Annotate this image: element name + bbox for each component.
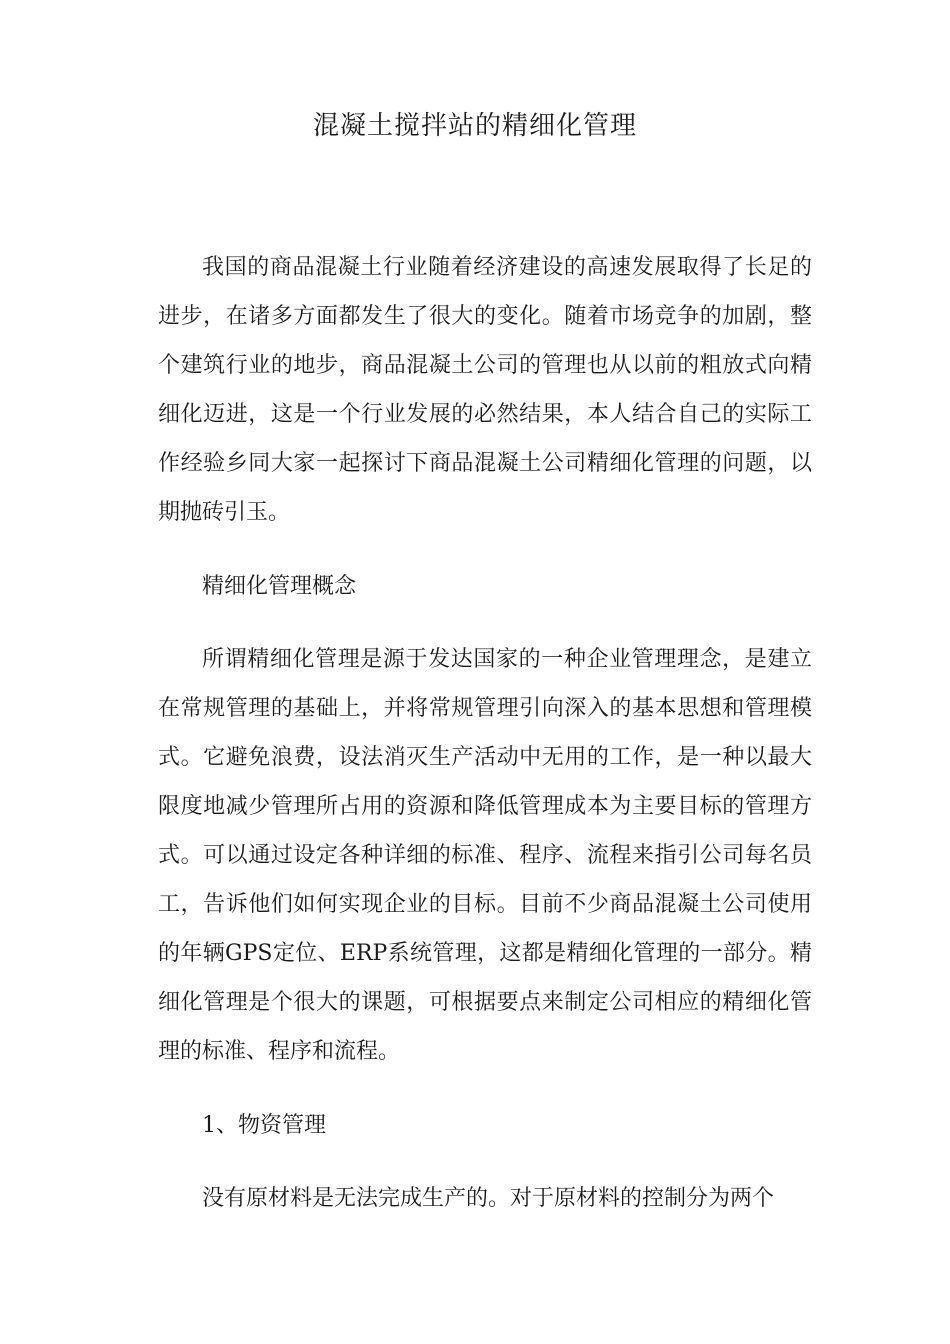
concept-paragraph: 所谓精细化管理是源于发达国家的一种企业管理理念，是建立在常规管理的基础上，并将常规管理引向深入的基本思想和管理模式。它避免浪费，设法消灭生产活动中无用的工作，是一种以最大限度地减少管理所占用的资源和降低管理成本为主要目标的管理方式。可以通过设定各种详细的标准、程序、流程来指引公司每名员工，告诉他们如何实现企业的目标。目前不少商品混凝土公司使用的年辆GPS定位、ERP系统管理，这都是精细化管理的一部分。精细化管理是个很大的课题，可根据要点来制定公司相应的精细化管理的标准、程序和流程。 bbox=[158, 647, 812, 1064]
section-heading-materials: 1、物资管理 bbox=[202, 1113, 326, 1138]
document-title: 混凝土搅拌站的精细化管理 bbox=[312, 111, 637, 141]
materials-paragraph: 没有原材料是无法完成生产的。对于原材料的控制分为两个 bbox=[202, 1186, 775, 1211]
intro-paragraph: 我国的商品混凝土行业随着经济建设的高速发展取得了长足的进步，在诸多方面都发生了很大的变化。随着市场竞争的加剧，整个建筑行业的地步，商品混凝土公司的管理也从以前的粗放式向精细化迈进，这是一个行业发展的必然结果，本人结合自己的实际工作经验乡同大家一起探讨下商品混凝土公司精细化管理的问题，以期抛砖引玉。 bbox=[158, 255, 812, 525]
section-heading-concept: 精细化管理概念 bbox=[202, 574, 357, 599]
